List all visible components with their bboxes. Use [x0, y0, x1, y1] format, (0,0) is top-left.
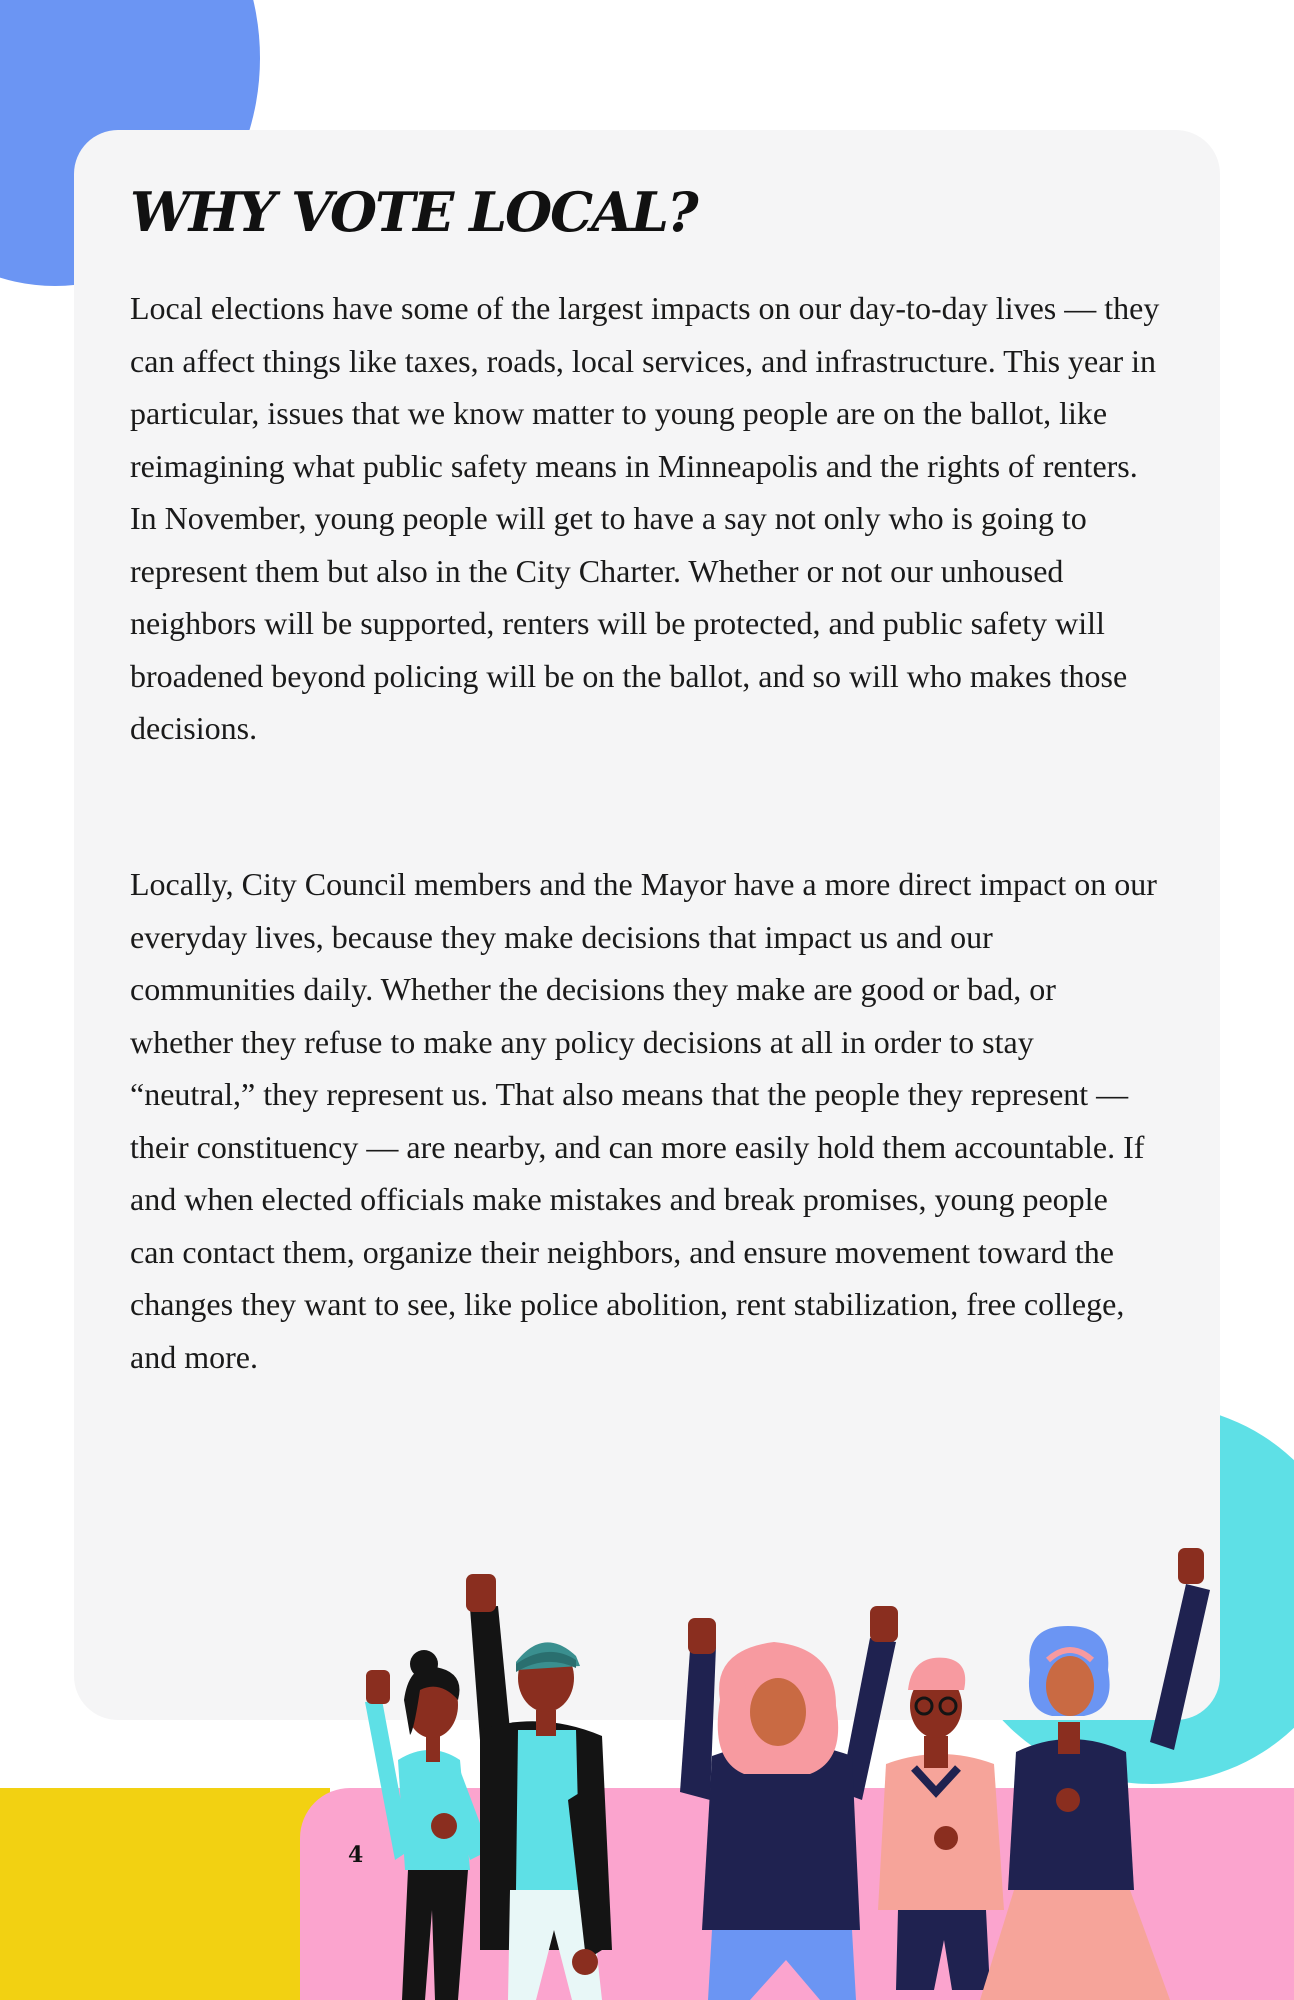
- person-3-figure: [680, 1606, 898, 2000]
- paragraph-1: Local elections have some of the largest impacts on our day-to-day lives — they can affect things like taxes, roads, local services, and infrastructure. This year in particular, issues that we know matter to young people are on the ballot, like reimagining what public safety means in Minneapolis and the rights of renters. In November, young people will get to have a say not only who is going to represent them but also in the City Charter. Whether or not our unhoused neighbors will be supported, renters will be protected, and public safety will broadened beyond policing will be on the ballot, and so will who makes those decisions.: [130, 290, 1160, 746]
- person-4-figure: [878, 1658, 1004, 1990]
- paragraph-2: Locally, City Council members and the Mayor have a more direct impact on our everyday lives, because they make decisions that impact us and our communities daily. Whether the decisions they make are good or bad, or whether they refuse to make any policy decisions at all in order to stay “neutral,” they represent us. That also means that the people they represent — their constituency — are nearby, and can more easily hold them accountable. If and when elected officials make mistakes and break promises, young people can contact them, organize their neighbors, and ensure movement toward the changes they want to see, like police abolition, rent stabilization, free college, and more.: [130, 866, 1157, 1375]
- people-illustration: [340, 1530, 1210, 2000]
- person-2-figure: [466, 1574, 612, 2000]
- person-5-figure: [980, 1548, 1210, 2000]
- page-title: WHY VOTE LOCAL?: [130, 180, 697, 244]
- person-1-figure: [365, 1650, 490, 2000]
- page-number: 4: [348, 1842, 364, 1868]
- yellow-decorative-block: [0, 1788, 330, 2000]
